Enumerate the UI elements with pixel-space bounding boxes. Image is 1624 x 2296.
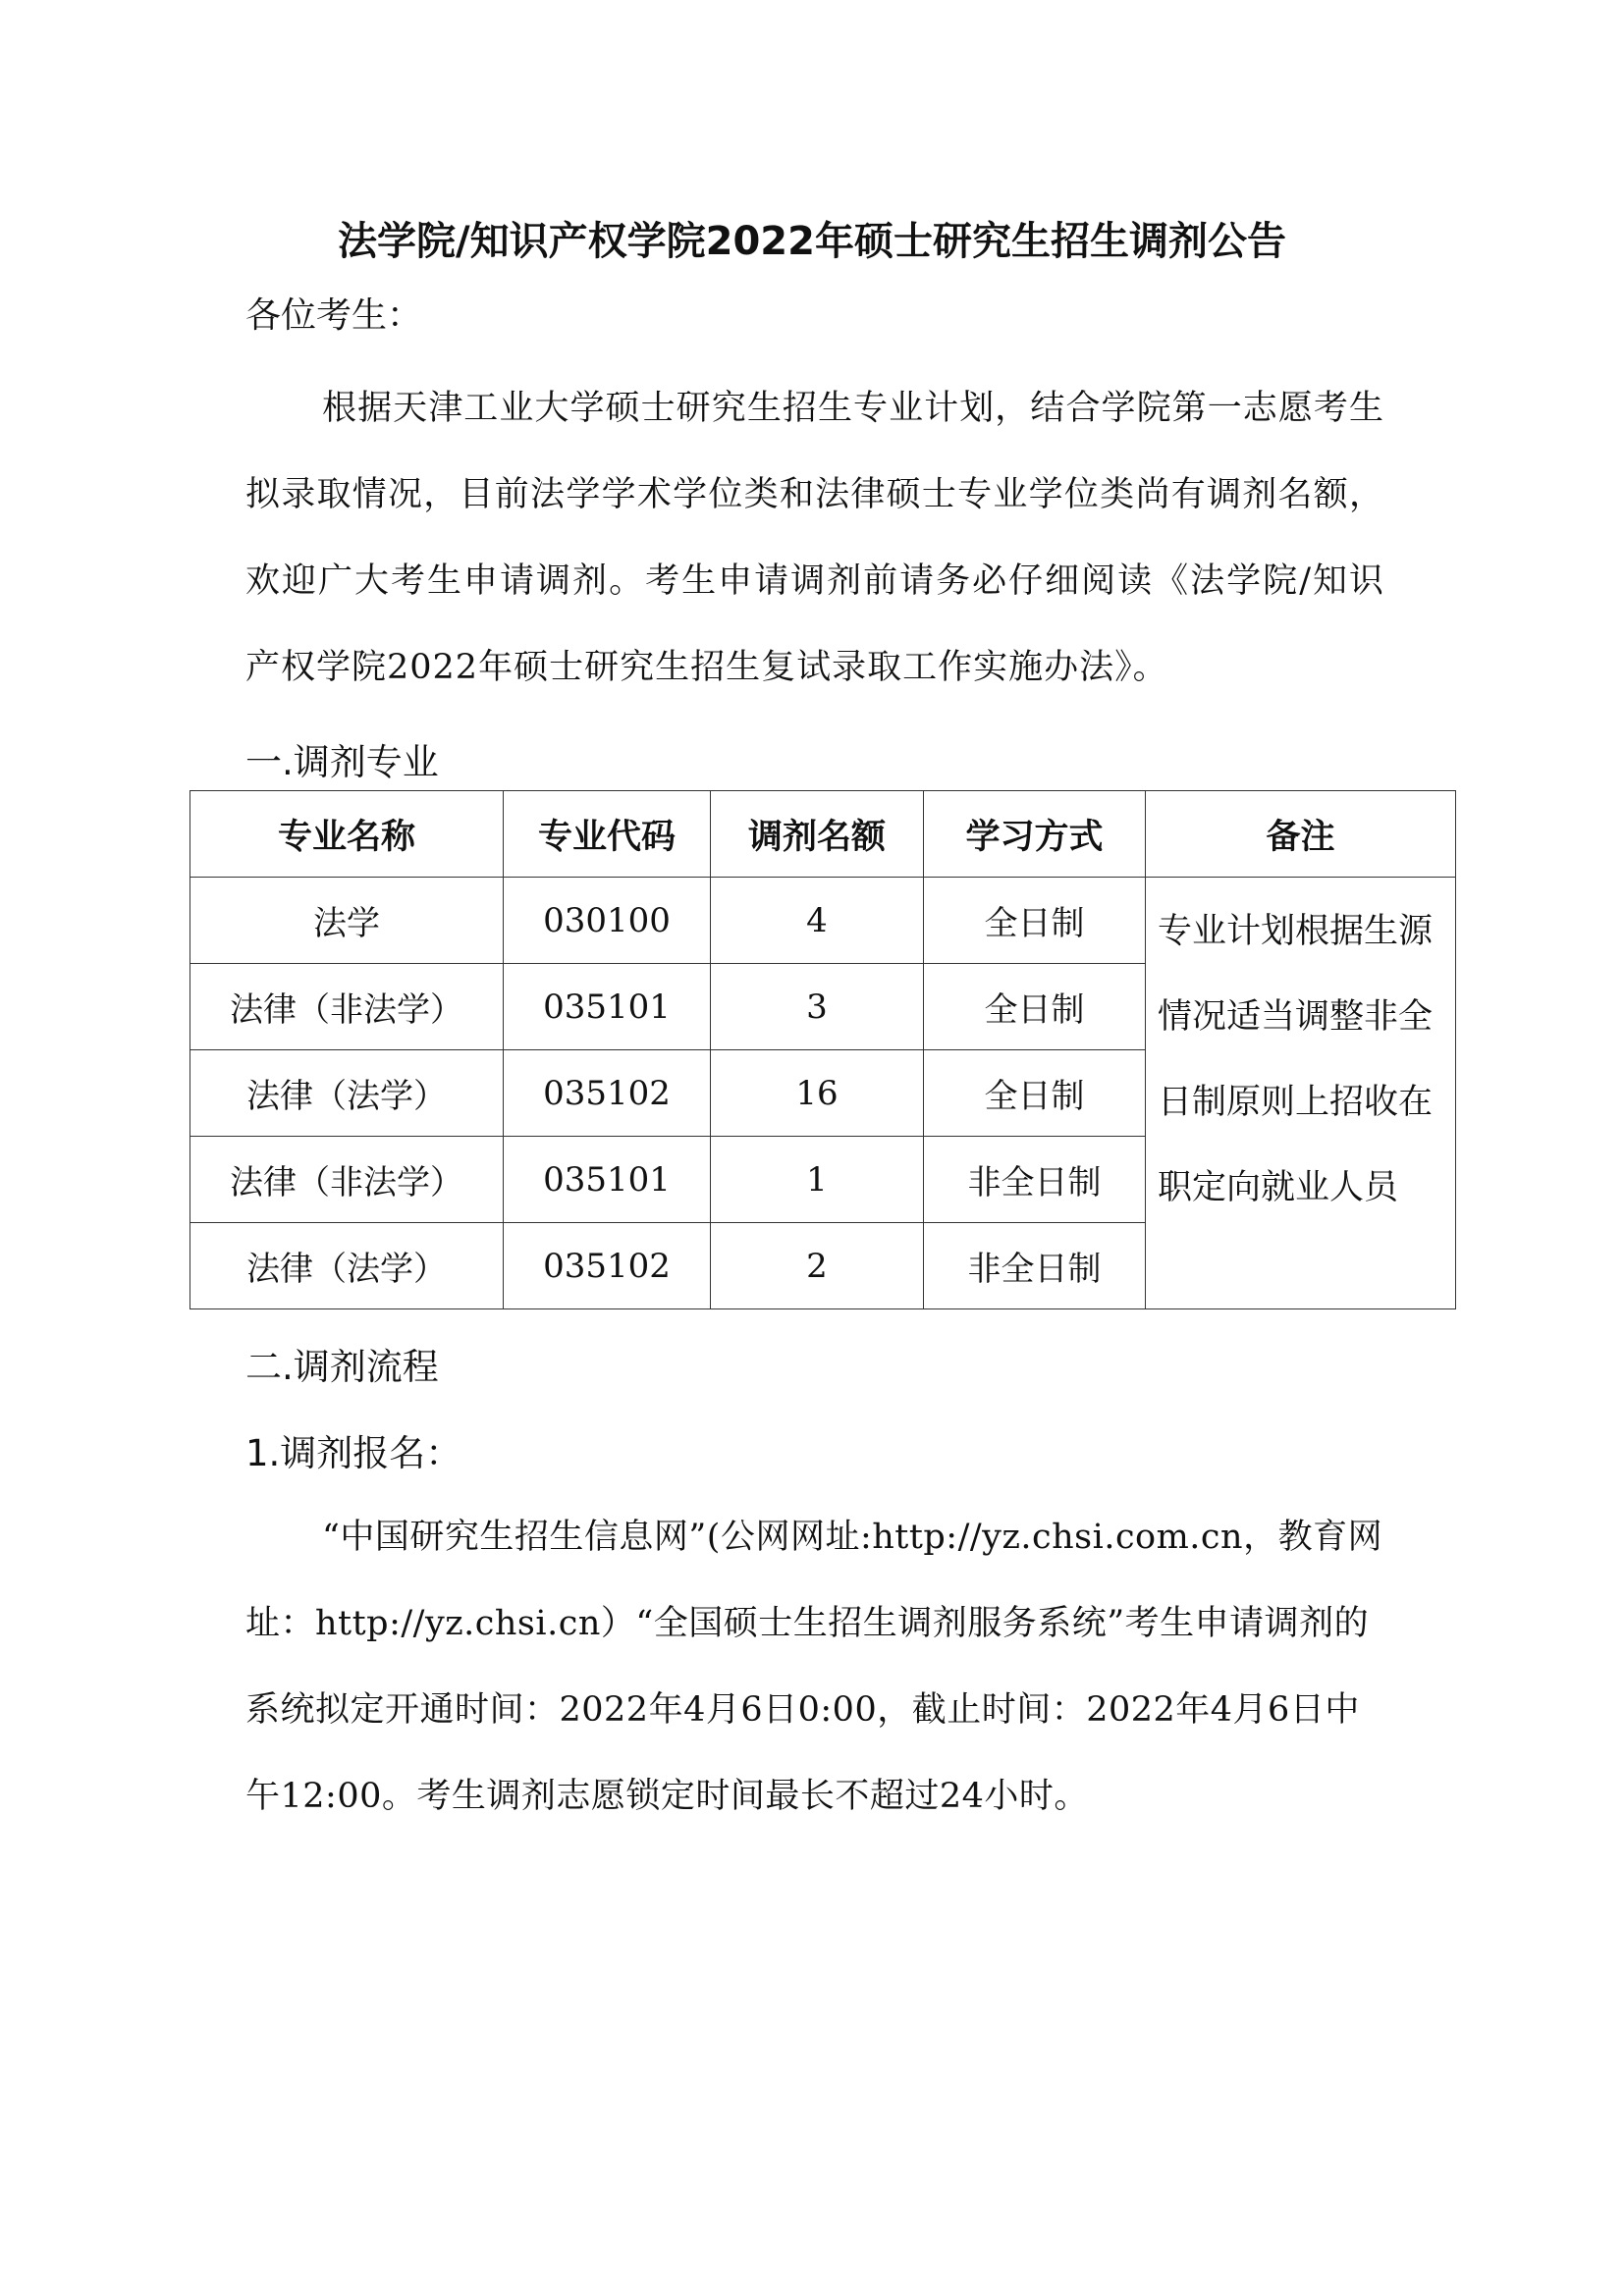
- header-study-mode: 学习方式: [924, 791, 1146, 878]
- section-heading-process: 二.调剂流程: [245, 1346, 439, 1388]
- cell-quota: 4: [711, 878, 924, 964]
- subsection-heading-registration: 1.调剂报名：: [245, 1432, 462, 1474]
- cell-remark: 专业计划根据生源情况适当调整非全日制原则上招收在职定向就业人员: [1146, 878, 1456, 1309]
- cell-study-mode: 非全日制: [924, 1137, 1146, 1223]
- cell-study-mode: 全日制: [924, 878, 1146, 964]
- cell-major-name: 法律（法学）: [190, 1050, 504, 1137]
- quota-table: [189, 790, 1456, 1309]
- cell-major-code: 035101: [504, 964, 711, 1050]
- table-row: [190, 878, 1456, 964]
- table-header-row: [190, 791, 1456, 878]
- greeting: 各位考生：: [245, 295, 423, 336]
- cell-major-code: 035102: [504, 1050, 711, 1137]
- cell-quota: 16: [711, 1050, 924, 1137]
- cell-major-name: 法律（非法学）: [190, 964, 504, 1050]
- cell-quota: 1: [711, 1137, 924, 1223]
- section-heading-majors: 一.调剂专业: [245, 741, 439, 783]
- cell-major-name: 法律（非法学）: [190, 1137, 504, 1223]
- cell-major-code: 035102: [504, 1223, 711, 1309]
- cell-study-mode: 全日制: [924, 1050, 1146, 1137]
- header-major-code: 专业代码: [504, 791, 711, 878]
- intro-paragraph: 根据天津工业大学硕士研究生招生专业计划，结合学院第一志愿考生拟录取情况，目前法学学术学位类和法律硕士专业学位类尚有调剂名额，欢迎广大考生申请调剂。考生申请调剂前请务必仔细阅读《法学院/知识产权学院2022年硕士研究生招生复试录取工作实施办法》。: [245, 389, 1384, 687]
- header-major-name: 专业名称: [190, 791, 504, 878]
- cell-major-code: 030100: [504, 878, 711, 964]
- cell-major-code: 035101: [504, 1137, 711, 1223]
- cell-quota: 3: [711, 964, 924, 1050]
- header-quota: 调剂名额: [711, 791, 924, 878]
- cell-study-mode: 全日制: [924, 964, 1146, 1050]
- header-remark: 备注: [1146, 791, 1456, 878]
- cell-major-name: 法律（法学）: [190, 1223, 504, 1309]
- cell-major-name: 法学: [190, 878, 504, 964]
- registration-paragraph: “中国研究生招生信息网”(公网网址:http://yz.chsi.com.cn，教育网址：http://yz.chsi.cn）“全国硕士生招生调剂服务系统”考生申请调剂的系统拟定开通时间：2022年4月6日0:00，截止时间：2022年4月6日中午12:00。考生调剂志愿锁定时间最长不超过24小时。: [245, 1518, 1383, 1816]
- cell-study-mode: 非全日制: [924, 1223, 1146, 1309]
- page-title: 法学院/知识产权学院2022年硕士研究生招生调剂公告: [338, 219, 1286, 264]
- cell-quota: 2: [711, 1223, 924, 1309]
